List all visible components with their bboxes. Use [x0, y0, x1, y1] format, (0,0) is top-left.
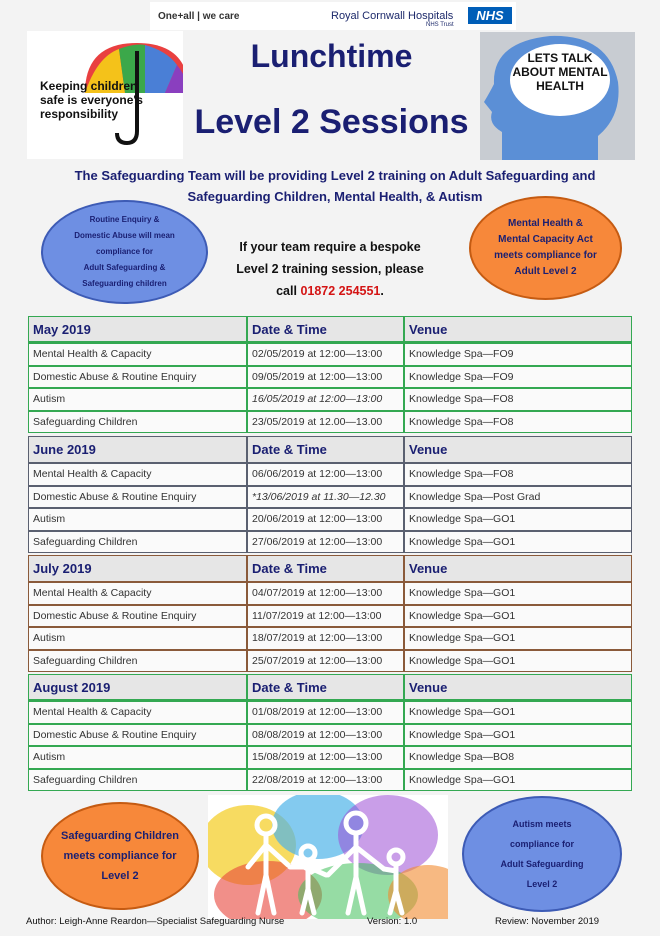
session-venue: Knowledge Spa—FO8: [404, 411, 632, 434]
org-name: Royal Cornwall Hospitals: [331, 10, 454, 22]
session-date: 22/08/2019 at 12:00—13:00: [247, 769, 404, 792]
bubble-line: compliance for: [96, 247, 153, 256]
session-date: *13/06/2019 at 11.30—12.30: [247, 486, 404, 509]
footer-version: Version: 1.0: [367, 916, 418, 927]
compliance-bubble-autism: [462, 796, 622, 912]
table-row: [28, 508, 632, 531]
cta-end: .: [380, 284, 384, 298]
trust-label: NHS Trust: [426, 22, 454, 28]
bubble-line: Adult Level 2: [514, 266, 577, 277]
month-heading: May 2019: [28, 316, 247, 343]
table-row: [28, 650, 632, 673]
session-name: Safeguarding Children: [28, 531, 247, 554]
logo-slogan: Keeping children safe is everyone's responsibility: [40, 79, 143, 121]
session-name: Domestic Abuse & Routine Enquiry: [28, 605, 247, 628]
column-header-date: Date & Time: [247, 555, 404, 582]
session-date: 27/06/2019 at 12:00—13:00: [247, 531, 404, 554]
column-header-venue: Venue: [404, 674, 632, 701]
table-row: [28, 701, 632, 724]
session-name: Safeguarding Children: [28, 769, 247, 792]
table-june-2019: [28, 436, 632, 553]
session-name: Autism: [28, 388, 247, 411]
table-august-2019: [28, 674, 632, 791]
footer-author: Author: Leigh-Anne Reardon—Specialist Safeguarding Nurse: [26, 916, 285, 927]
table-july-2019: [28, 555, 632, 672]
session-venue: Knowledge Spa—GO1: [404, 724, 632, 747]
session-venue: Knowledge Spa—BO8: [404, 746, 632, 769]
table-row: [28, 411, 632, 434]
bubble-line: meets compliance for: [63, 850, 177, 862]
session-venue: Knowledge Spa—FO9: [404, 343, 632, 366]
table-row: [28, 769, 632, 792]
session-date: 04/07/2019 at 12:00—13:00: [247, 582, 404, 605]
session-venue: Knowledge Spa—FO8: [404, 463, 632, 486]
bubble-line: Safeguarding children: [82, 279, 167, 288]
session-venue: Knowledge Spa—FO8: [404, 388, 632, 411]
cta-line: Level 2 training session, please: [236, 262, 424, 276]
column-header-venue: Venue: [404, 316, 632, 343]
logo-headline: LETS TALK ABOUT MENTAL HEALTH: [512, 51, 608, 93]
session-date: 25/07/2019 at 12:00—13:00: [247, 650, 404, 673]
table-row: [28, 531, 632, 554]
bubble-line: Level 2: [526, 879, 558, 889]
tagline: One+all | we care: [158, 11, 240, 22]
session-venue: Knowledge Spa—GO1: [404, 531, 632, 554]
family-watercolour-icon: [208, 795, 448, 919]
bubble-line: Mental Health &: [507, 218, 583, 229]
session-venue: Knowledge Spa—GO1: [404, 769, 632, 792]
compliance-bubble-mental-health: [469, 196, 622, 300]
page-title: Level 2 Sessions: [194, 103, 469, 141]
bubble-line: meets compliance for: [494, 250, 597, 261]
session-venue: Knowledge Spa—GO1: [404, 508, 632, 531]
mental-health-logo: [480, 32, 635, 160]
bubble-line: Domestic Abuse will mean: [74, 231, 175, 240]
cta-call-word: call: [276, 284, 301, 298]
session-venue: Knowledge Spa—GO1: [404, 627, 632, 650]
bubble-line: Safeguarding Children: [61, 830, 179, 842]
session-venue: Knowledge Spa—GO1: [404, 605, 632, 628]
session-name: Domestic Abuse & Routine Enquiry: [28, 724, 247, 747]
session-date: 18/07/2019 at 12:00—13:00: [247, 627, 404, 650]
table-row: [28, 343, 632, 366]
session-date: 01/08/2019 at 12:00—13:00: [247, 701, 404, 724]
bubble-line: Adult Safeguarding &: [83, 263, 166, 272]
session-name: Domestic Abuse & Routine Enquiry: [28, 366, 247, 389]
session-name: Mental Health & Capacity: [28, 582, 247, 605]
header-strip: [150, 2, 516, 30]
session-venue: Knowledge Spa—GO1: [404, 582, 632, 605]
table-header: [28, 674, 632, 701]
table-row: [28, 627, 632, 650]
safeguarding-logo: [27, 31, 183, 159]
compliance-bubble-domestic-abuse: [41, 200, 208, 304]
table-row: [28, 724, 632, 747]
bubble-line: compliance for: [509, 839, 574, 849]
column-header-venue: Venue: [404, 436, 632, 463]
title-line1: Lunchtime: [250, 38, 413, 74]
session-name: Autism: [28, 746, 247, 769]
session-date: 08/08/2019 at 12:00—13:00: [247, 724, 404, 747]
bubble-line: Adult Safeguarding: [500, 859, 584, 869]
bubble-line: Mental Capacity Act: [498, 234, 593, 245]
column-header-date: Date & Time: [247, 436, 404, 463]
compliance-bubble-safeguarding-children: [41, 802, 199, 910]
nhs-logo: NHS: [468, 7, 512, 24]
footer-review: Review: November 2019: [495, 916, 600, 927]
session-name: Domestic Abuse & Routine Enquiry: [28, 486, 247, 509]
cta-line: If your team require a bespoke: [239, 240, 421, 254]
phone-number[interactable]: 01872 254551: [300, 284, 381, 298]
session-name: Safeguarding Children: [28, 650, 247, 673]
table-row: [28, 605, 632, 628]
session-venue: Knowledge Spa—FO9: [404, 366, 632, 389]
intro-text: The Safeguarding Team will be providing Level 2 training on Adult Safeguarding and Safeguarding Children, Mental Health, & Autism: [74, 168, 596, 204]
bespoke-session-callout: [225, 236, 435, 302]
column-header-date: Date & Time: [247, 316, 404, 343]
session-date: 11/07/2019 at 12:00—13:00: [247, 605, 404, 628]
table-row: [28, 582, 632, 605]
bubble-line: Autism meets: [512, 819, 572, 829]
session-name: Autism: [28, 508, 247, 531]
session-name: Mental Health & Capacity: [28, 343, 247, 366]
session-date: 20/06/2019 at 12:00—13:00: [247, 508, 404, 531]
session-name: Autism: [28, 627, 247, 650]
month-heading: July 2019: [28, 555, 247, 582]
session-name: Mental Health & Capacity: [28, 463, 247, 486]
session-date: 06/06/2019 at 12:00—13:00: [247, 463, 404, 486]
session-date: 02/05/2019 at 12:00—13:00: [247, 343, 404, 366]
table-row: [28, 463, 632, 486]
table-may-2019: [28, 316, 632, 433]
bubble-line: Routine Enquiry &: [89, 215, 160, 224]
table-header: [28, 436, 632, 463]
family-illustration: [208, 795, 448, 919]
session-name: Mental Health & Capacity: [28, 701, 247, 724]
month-heading: August 2019: [28, 674, 247, 701]
session-date: 15/08/2019 at 12:00—13:00: [247, 746, 404, 769]
table-row: [28, 746, 632, 769]
session-venue: Knowledge Spa—Post Grad: [404, 486, 632, 509]
table-header: [28, 555, 632, 582]
session-date: 16/05/2019 at 12:00—13:00: [247, 388, 404, 411]
session-date: 23/05/2019 at 12.00—13.00: [247, 411, 404, 434]
session-date: 09/05/2019 at 12:00—13:00: [247, 366, 404, 389]
table-row: [28, 388, 632, 411]
bubble-line: Level 2: [101, 870, 139, 882]
session-venue: Knowledge Spa—GO1: [404, 650, 632, 673]
table-header: [28, 316, 632, 343]
month-heading: June 2019: [28, 436, 247, 463]
column-header-date: Date & Time: [247, 674, 404, 701]
session-name: Safeguarding Children: [28, 411, 247, 434]
table-row: [28, 366, 632, 389]
table-row: [28, 486, 632, 509]
session-venue: Knowledge Spa—GO1: [404, 701, 632, 724]
column-header-venue: Venue: [404, 555, 632, 582]
